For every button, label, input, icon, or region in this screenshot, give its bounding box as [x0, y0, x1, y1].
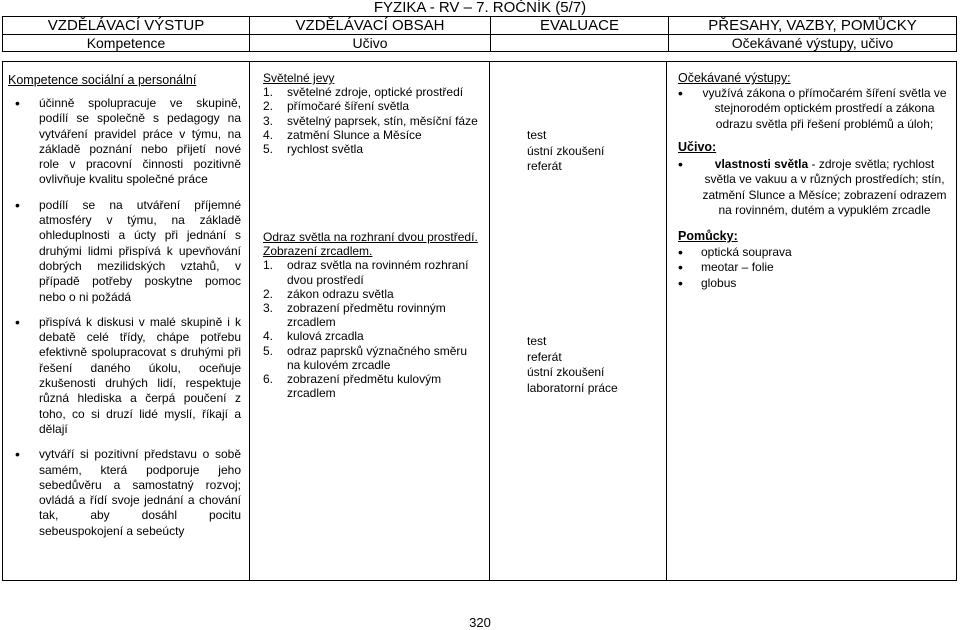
curriculum-column: [249, 62, 490, 580]
evaluation-item: ústní zkoušení: [527, 143, 605, 158]
curriculum-heading: Světelné jevy: [263, 71, 335, 85]
list-item: 5. odraz paprsků význačného směru na kulovém zrcadle: [263, 343, 468, 372]
list-item: • meotar – folie: [666, 260, 948, 275]
links-column: [666, 62, 956, 580]
list-item: 4. zatmění Slunce a Měsíce: [263, 127, 422, 142]
list-item: 5. rychlost světla: [263, 142, 364, 157]
header-evaluation: EVALUACE: [491, 17, 669, 35]
main-table-body: [2, 61, 957, 581]
subheader-curriculum: Učivo: [250, 35, 491, 52]
header-links: PŘESAHY, VAZBY, POMŮCKY: [669, 17, 957, 35]
subheader-competence: Kompetence: [3, 35, 250, 52]
curriculum-links-list: [666, 157, 948, 218]
competence-item: • podílí se na utváření příjemné atmosféry v týmu, na základě ohleduplnosti a úcty při jednání s druhými lidmi přispívá k upevňování dobrých mezilidských vztahů, v případě potřeby poskytne pomoc nebo o ni požádá: [3, 198, 249, 305]
header-content: VZDĚLÁVACÍ OBSAH: [250, 17, 491, 35]
evaluation-column: [489, 62, 667, 580]
competence-list: [3, 96, 249, 549]
curriculum-heading: Odraz světla na rozhraní dvou prostředí. Zobrazení zrcadlem.: [263, 230, 478, 259]
evaluation-item: referát: [527, 159, 562, 173]
list-item: 3. světelný paprsek, stín, měsíční fáze: [263, 113, 478, 128]
outcomes-heading: Očekávané výstupy:: [678, 71, 791, 85]
evaluation-item: laboratorní práce: [527, 380, 618, 395]
list-item: 3. zobrazení předmětu rovinným zrcadlem: [263, 301, 446, 330]
page-number: 320: [469, 615, 491, 630]
competence-item: • účinně spolupracuje ve skupině, podílí se společně s pedagogy na vytváření pravidel práce v týmu, na základě poznání nebo přijetí nové role v pracovní činnosti pozitivně ovlivňuje kvalitu společné práce: [3, 96, 249, 188]
evaluation-block: [527, 334, 618, 396]
page-title: FYZIKA - RV – 7. ROČNÍK (5/7): [373, 0, 587, 16]
list-item: 2. zákon odrazu světla: [263, 286, 394, 301]
header-table: [2, 16, 957, 52]
aids-heading: Pomůcky:: [678, 229, 738, 243]
subheader-outcomes: Očekávané výstupy, učivo: [669, 35, 957, 52]
list-item: 1. odraz světla na rovinném rozhraní dvou prostředí: [263, 258, 469, 287]
competence-item: • přispívá k diskusi v malé skupině i k debatě celé třídy, chápe potřebu efektivně spolupracovat s druhými při řešení daného úkolu, oceňuje zkušenosti druhých lidí, respektuje různá hlediska a čerpá poučení z toho, co si druzí lidé myslí, říkají a dělají: [3, 315, 249, 437]
list-item: • využívá zákona o přímočarém šíření světla ve stejnorodém optickém prostředí a zákona odrazu světla při řešení problémů a úloh;: [666, 86, 948, 132]
curriculum-block-light: [263, 71, 481, 156]
subheader-empty: [491, 35, 669, 52]
curriculum-block-reflection: [263, 230, 481, 400]
list-item: • vlastnosti světla - zdroje světla; rychlost světla ve vakuu a v různých prostředích; stín, zatmění Slunce a Měsíce; zobrazení odrazem na rovinném, dutém a vypuklém zrcadle: [666, 157, 948, 218]
competence-column: [3, 62, 250, 580]
list-item: 4. kulová zrcadla: [263, 329, 364, 344]
evaluation-item: referát: [527, 349, 562, 364]
evaluation-item: test: [527, 128, 547, 142]
list-item: • optická souprava: [666, 245, 948, 260]
list-item: 2. přímočaré šíření světla: [263, 99, 410, 114]
evaluation-item: ústní zkoušení: [527, 365, 605, 379]
list-item: 6. zobrazení předmětu kulovým zrcadlem: [263, 372, 442, 401]
evaluation-item: test: [527, 334, 547, 348]
outcomes-list: [666, 86, 948, 132]
header-output: VZDĚLÁVACÍ VÝSTUP: [3, 17, 250, 35]
list-item: 1. světelné zdroje, optické prostředí: [263, 85, 464, 100]
competence-heading: Kompetence sociální a personální: [8, 73, 197, 87]
curriculum-links-heading: Učivo:: [678, 140, 717, 154]
competence-item: • vytváří si pozitivní představu o sobě samém, která podporuje jeho sebedůvěru a samostatný rozvoj; ovládá a řídí svoje jednání a chování tak, aby dosáhl pocitu sebeuspokojení a sebeúcty: [3, 447, 249, 539]
aids-list: [666, 245, 948, 291]
list-item: • globus: [666, 276, 948, 291]
evaluation-block: [527, 128, 604, 175]
